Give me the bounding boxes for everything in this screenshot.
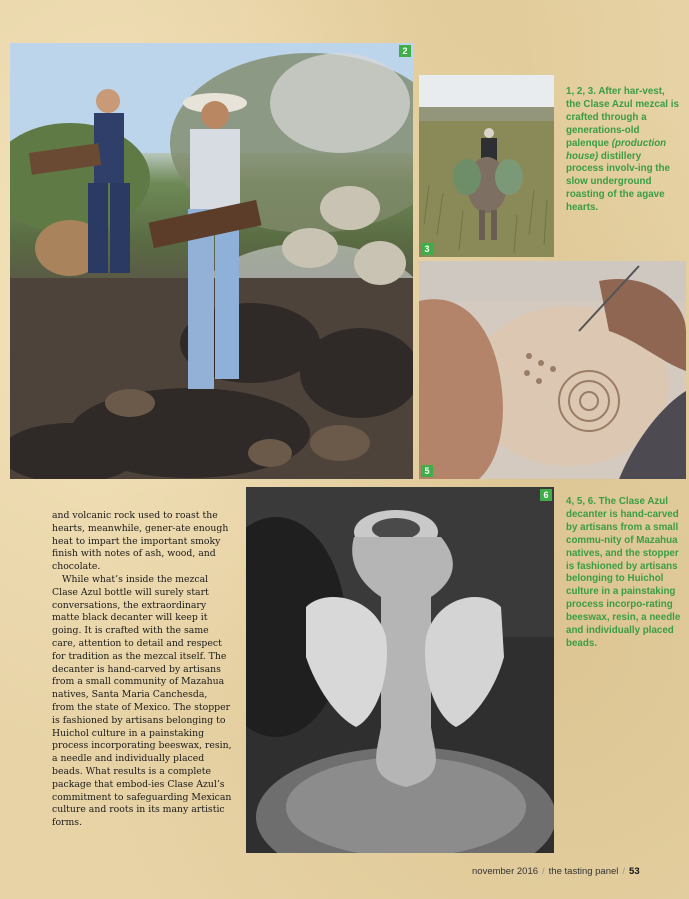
photo-decanter-carving [419,261,686,479]
footer-publication: the tasting panel [548,866,619,877]
article-paragraph: and volcanic rock used to roast the hearts, meanwhile, gener-ate enough heat to impart the important smoky finish with notes of ash, wood, and chocolate. [52,510,229,573]
photo-5-illustration [419,261,686,479]
article-body [52,510,232,830]
photo-number-badge: 3 [421,243,433,255]
photo-pottery-wheel [246,487,554,853]
photo-number-badge: 6 [540,489,552,501]
footer-date: november 2016 [472,866,539,877]
article-paragraph: While what’s inside the mezcal Clase Azul bottle will surely start conversations, the extraordinary matte black decanter will keep it going. It is crafted with the same care, attention to detail and respect for tradition as the mezcal itself. The decanter is hand-carved by artisans from a small community of Mazahua natives, Santa Maria Canchesda, from the state of Mexico. The stopper is fashioned by artisans belonging to Huichol culture in a painstaking process incorporating beeswax, resin, a needle and individually placed beads. What results is a complete package that embod-ies Clase Azul’s commitment to safeguarding Mexican culture and roots in its many artistic forms. [52,573,232,829]
caption-tail: distillery process involv-ing the slow underground roasting of the agave hearts. [566,150,670,214]
photo-caption-4-5-6: 4, 5, 6. The Clase Azul decanter is hand-carved by artisans from a small commu-nity of Mazahua natives, and the stopper is fashioned by artisans belonging to Huichol culture in a painstaking process incorpo-rating beeswax, resin, a needle and individually placed beads. [566,496,681,649]
photo-number-badge: 5 [421,465,433,477]
photo-workers-carrying-wood [10,43,413,479]
photo-number-badge: 2 [399,45,411,57]
photo-2-illustration [10,43,413,479]
footer-separator: / [542,866,545,877]
photo-donkey-agave-field [419,75,554,257]
caption-italic-term: (production house) [566,137,667,162]
photo-6-illustration [246,487,554,853]
page-footer [472,866,640,877]
caption-lead: 1, 2, 3. After har-vest, the Clase Azul mezcal is crafted through a generations-old palenque [566,86,679,149]
footer-separator: / [622,866,626,877]
photo-caption-1-2-3 [566,86,681,215]
photo-3-illustration [419,75,554,257]
page-number: 53 [629,866,640,877]
